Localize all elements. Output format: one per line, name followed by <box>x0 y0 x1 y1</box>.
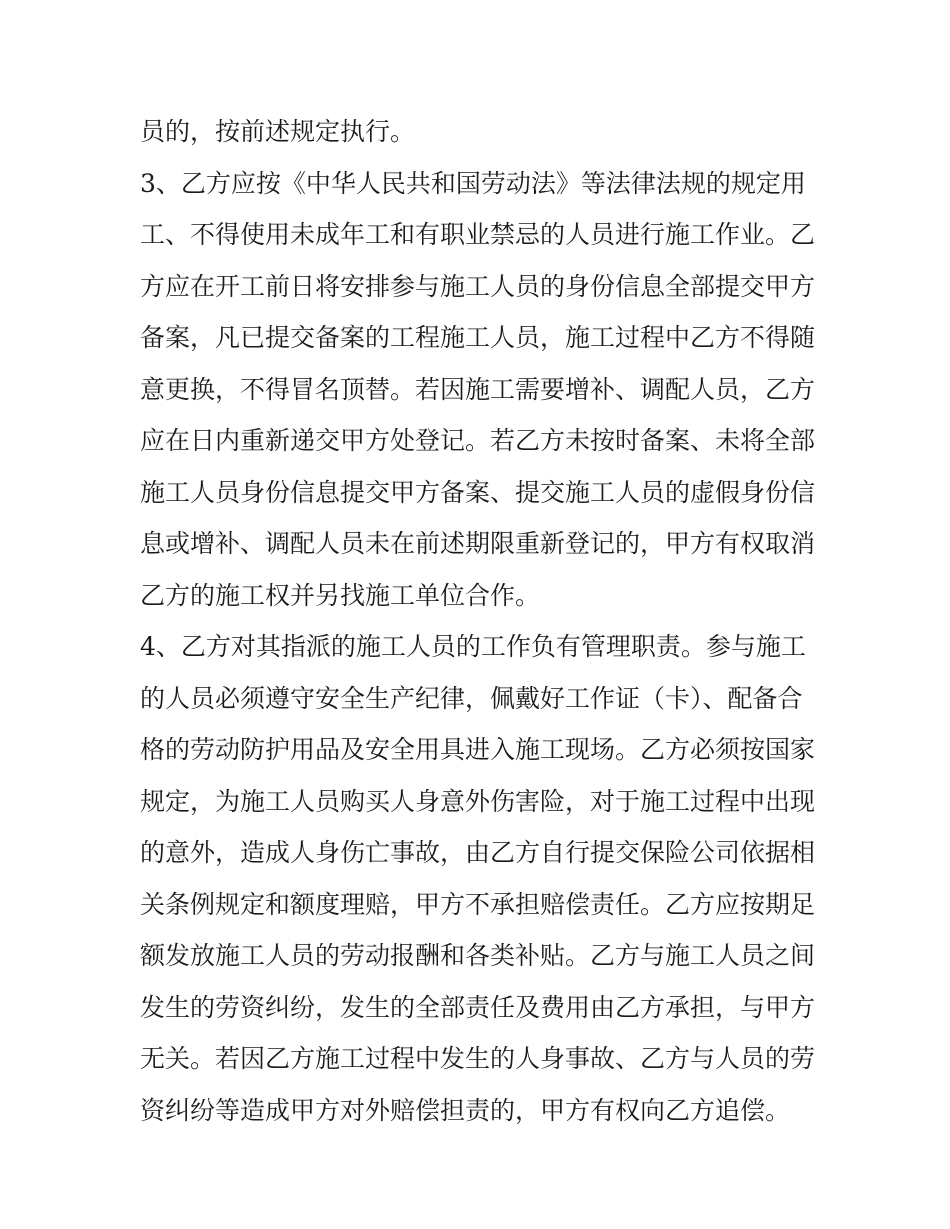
text-line: 格的劳动防护用品及安全用具进入施工现场。乙方必须按国家 <box>140 735 816 764</box>
clause-4-heading-line: 4、乙方对其指派的施工人员的工作负有管理职责。参与施工 <box>140 632 806 661</box>
text-line: 备案，凡已提交备案的工程施工人员，施工过程中乙方不得随 <box>140 323 816 352</box>
text-line: 方应在开工前日将安排参与施工人员的身份信息全部提交甲方 <box>140 271 816 301</box>
text-line: 资纠纷等造成甲方对外赔偿担责的，甲方有权向乙方追偿。 <box>140 1095 791 1125</box>
text-line: 的意外，造成人身伤亡事故，由乙方自行提交保险公司依据相 <box>140 838 816 867</box>
text-line: 工、不得使用未成年工和有职业禁忌的人员进行施工作业。乙 <box>140 220 816 249</box>
text-line: 额发放施工人员的劳动报酬和各类补贴。乙方与施工人员之间 <box>140 941 816 970</box>
text-line: 员的，按前述规定执行。 <box>140 117 416 146</box>
text-line: 规定，为施工人员购买人身意外伤害险，对于施工过程中出现 <box>140 786 816 816</box>
text-line: 乙方的施工权并另找施工单位合作。 <box>140 580 541 610</box>
text-line: 关条例规定和额度理赔，甲方不承担赔偿责任。乙方应按期足 <box>140 889 816 919</box>
text-line: 息或增补、调配人员未在前述期限重新登记的，甲方有权取消 <box>140 529 816 558</box>
text-line: 应在日内重新递交甲方处登记。若乙方未按时备案、未将全部 <box>140 426 816 455</box>
clause-3-heading-line: 3、乙方应按《中华人民共和国劳动法》等法律法规的规定用 <box>140 168 806 198</box>
text-line: 施工人员身份信息提交甲方备案、提交施工人员的虚假身份信 <box>140 477 816 507</box>
contract-text <box>140 106 820 1136</box>
text-line: 的人员必须遵守安全生产纪律，佩戴好工作证（卡）、配备合 <box>140 683 803 713</box>
text-line: 意更换，不得冒名顶替。若因施工需要增补、调配人员，乙方 <box>140 374 816 404</box>
text-line: 无关。若因乙方施工过程中发生的人身事故、乙方与人员的劳 <box>140 1044 816 1073</box>
text-line: 发生的劳资纠纷，发生的全部责任及费用由乙方承担，与甲方 <box>140 992 816 1022</box>
